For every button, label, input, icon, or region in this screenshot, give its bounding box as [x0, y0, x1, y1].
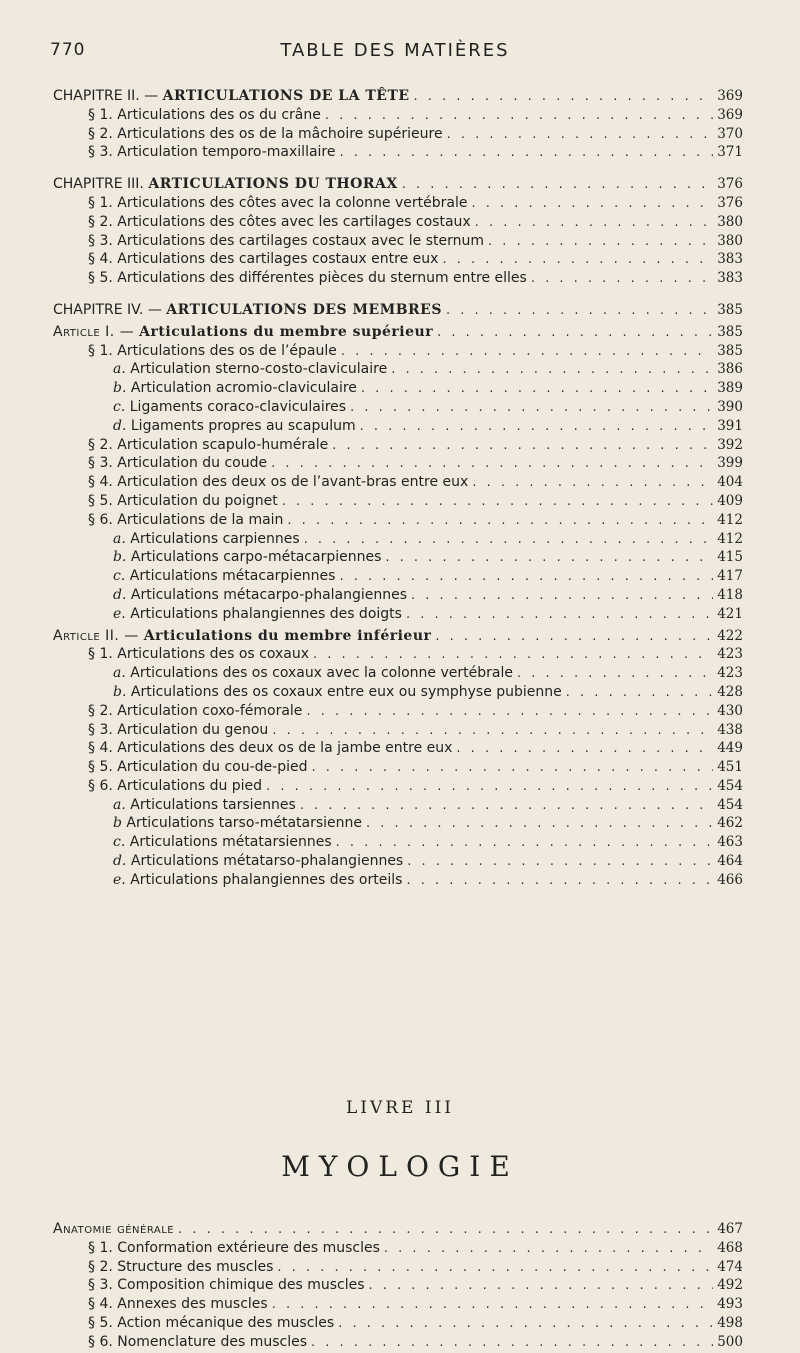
toc-entry-letter: a.	[113, 530, 126, 547]
toc-entry-a2-4	[53, 740, 743, 759]
toc-entry-a1-1	[53, 343, 743, 362]
toc-entry-label	[53, 437, 328, 453]
toc-entry-page: 369	[717, 88, 743, 104]
leader-dots	[336, 835, 714, 850]
leader-dots	[475, 215, 714, 230]
toc-entry-an-1	[53, 1240, 743, 1259]
toc-entry-page: 380	[717, 213, 743, 230]
toc-entry-label	[53, 302, 442, 318]
toc-entry-letter: a.	[113, 796, 126, 813]
toc-entry-page: 383	[717, 270, 743, 287]
toc-entry-page: 492	[717, 1277, 743, 1294]
toc-section-myologie	[53, 1221, 743, 1353]
toc-entry-text: § 4. Articulations des cartilages costaux entre eux	[88, 251, 439, 268]
leader-dots	[313, 647, 713, 662]
toc-entry-label	[53, 665, 513, 681]
leader-dots	[566, 685, 713, 700]
toc-entry-text: Articulations tarsiennes	[130, 796, 296, 813]
page-header	[50, 40, 740, 70]
toc-entry-letter: b.	[113, 549, 127, 566]
toc-entry-label	[53, 455, 267, 471]
toc-entry-page: 376	[717, 194, 743, 211]
toc-entry-text: § 5. Action mécanique des muscles	[88, 1314, 335, 1331]
toc-entry-ch3-2	[53, 214, 743, 233]
leader-dots	[178, 1222, 713, 1237]
toc-entry-page: 464	[717, 853, 743, 870]
toc-entry-a2-6d	[53, 853, 743, 872]
toc-entry-label	[53, 646, 309, 662]
toc-entry-a1-6e	[53, 606, 743, 625]
leader-dots	[304, 532, 714, 547]
leader-dots	[471, 196, 713, 211]
toc-entry-text: Articulations des os coxaux avec la colonne vertébrale	[130, 665, 513, 682]
livre-title: MYOLOGIE	[281, 1150, 519, 1183]
toc-entry-page: 383	[717, 251, 743, 268]
toc-entry-a1-1d	[53, 418, 743, 437]
leader-dots	[266, 779, 713, 794]
toc-entry-ch2	[53, 88, 743, 107]
toc-entry-text: § 6. Nomenclature des muscles	[88, 1333, 308, 1350]
leader-dots	[350, 400, 713, 415]
toc-entry-a1-5	[53, 493, 743, 512]
leader-dots	[456, 741, 713, 756]
leader-dots	[531, 271, 713, 286]
toc-entry-label	[53, 1296, 268, 1312]
toc-entry-label	[53, 1277, 365, 1293]
toc-entry-prefix: Article II. —	[53, 627, 144, 644]
toc-entry-ch3	[53, 176, 743, 195]
toc-entry-text: § 1. Articulations des côtes avec la colonne vertébrale	[88, 194, 468, 211]
toc-entry-page: 399	[717, 455, 743, 472]
leader-dots	[300, 798, 713, 813]
toc-entry-label	[53, 740, 452, 756]
toc-entry-letter: b.	[113, 380, 127, 397]
toc-entry-page: 449	[717, 740, 743, 757]
toc-entry-page: 385	[717, 323, 743, 340]
toc-entry-page: 466	[717, 871, 743, 888]
toc-entry-page: 385	[717, 342, 743, 359]
toc-entry-page: 371	[717, 144, 743, 161]
toc-entry-art2	[53, 628, 743, 647]
leader-dots	[282, 494, 714, 509]
toc-entry-a2-6e	[53, 872, 743, 891]
toc-entry-text: Articulation sterno-costo-claviculaire	[130, 361, 388, 378]
leader-dots	[338, 1316, 713, 1331]
leader-dots	[312, 760, 714, 775]
toc-entry-label	[53, 270, 527, 286]
leader-dots	[406, 873, 713, 888]
toc-entry-label	[53, 493, 278, 509]
toc-entry-letter: c.	[113, 834, 126, 851]
toc-entry-ch3-4	[53, 251, 743, 270]
toc-entry-page: 385	[717, 301, 743, 318]
leader-dots	[411, 588, 713, 603]
toc-entry-page: 404	[717, 474, 743, 491]
toc-entry-label	[53, 343, 337, 359]
toc-entry-a2-5	[53, 759, 743, 778]
toc-entry-text: Articulations métatarso-phalangiennes	[130, 853, 404, 870]
toc-entry-page: 415	[717, 549, 743, 566]
toc-entry-page: 380	[717, 232, 743, 249]
toc-entry-label	[53, 628, 431, 644]
toc-entry-page: 474	[717, 1258, 743, 1275]
toc-entry-label	[53, 214, 471, 230]
toc-entry-label	[53, 380, 357, 396]
toc-entry-ch4	[53, 302, 743, 321]
toc-entry-page: 422	[717, 627, 743, 644]
toc-entry-page: 454	[717, 777, 743, 794]
toc-entry-ch2-3	[53, 144, 743, 163]
leader-dots	[391, 362, 713, 377]
toc-entry-art1	[53, 324, 743, 343]
toc-entry-text: § 4. Articulation des deux os de l’avant-bras entre eux	[88, 474, 469, 491]
toc-entry-text: Articulations tarso-métatarsienne	[126, 815, 363, 832]
leader-dots	[272, 723, 713, 738]
leader-dots	[287, 513, 713, 528]
toc-entry-page: 370	[717, 125, 743, 142]
toc-entry-page: 438	[717, 721, 743, 738]
toc-entry-text: § 2. Structure des muscles	[88, 1258, 274, 1275]
toc-entry-letter: d.	[113, 586, 127, 603]
leader-dots	[407, 854, 713, 869]
toc-entry-letter: d.	[113, 853, 127, 870]
toc-entry-a1-6c	[53, 568, 743, 587]
toc-entry-page: 467	[717, 1221, 743, 1237]
toc-entry-text: § 2. Articulation scapulo-humérale	[88, 436, 329, 453]
toc-entry-text: § 1. Articulations des os de l’épaule	[88, 342, 337, 359]
toc-entry-ch3-3	[53, 233, 743, 252]
toc-entry-label	[53, 549, 381, 565]
toc-entry-ch2-1	[53, 107, 743, 126]
toc-entry-page: 412	[717, 511, 743, 528]
toc-entry-text: Articulations carpiennes	[130, 530, 300, 547]
toc-entry-page: 423	[717, 665, 743, 682]
toc-entry-page: 428	[717, 683, 743, 700]
leader-dots	[272, 1297, 714, 1312]
toc-entry-prefix: CHAPITRE IV. —	[53, 301, 167, 318]
toc-entry-text: Ligaments propres au scapulum	[130, 417, 356, 434]
toc-entry-label	[53, 399, 346, 415]
leader-dots	[402, 177, 714, 192]
toc-entry-page: 418	[717, 586, 743, 603]
toc-entry-label	[53, 778, 262, 794]
leader-dots	[306, 704, 713, 719]
toc-entry-label	[53, 88, 410, 104]
leader-dots	[447, 127, 714, 142]
toc-entry-label	[53, 606, 402, 622]
toc-entry-text: § 3. Articulation du genou	[88, 721, 269, 738]
leader-dots	[384, 1241, 713, 1256]
toc-entry-a1-3	[53, 455, 743, 474]
toc-entry-page: 462	[717, 815, 743, 832]
toc-entry-label	[53, 126, 443, 142]
toc-entry-letter: c.	[113, 568, 126, 585]
toc-entry-a1-1b	[53, 380, 743, 399]
toc-section-articulations	[53, 88, 743, 891]
leader-dots	[277, 1260, 713, 1275]
toc-entry-text: Articulations phalangiennes des orteils	[130, 871, 403, 888]
leader-dots	[325, 108, 713, 123]
leader-dots	[442, 252, 713, 267]
toc-entry-label	[53, 474, 468, 490]
toc-entry-text: § 5. Articulation du poignet	[88, 492, 278, 509]
toc-entry-label	[53, 233, 484, 249]
toc-entry-page: 421	[717, 605, 743, 622]
toc-entry-text: § 3. Articulations des cartilages costaux avec le sternum	[88, 232, 485, 249]
toc-entry-text: Articulations métatarsiennes	[129, 834, 332, 851]
toc-entry-text: Articulations métacarpiennes	[129, 568, 336, 585]
toc-entry-text: § 3. Composition chimique des muscles	[88, 1277, 365, 1294]
toc-entry-an-2	[53, 1259, 743, 1278]
toc-entry-text: § 4. Annexes des muscles	[88, 1296, 268, 1313]
toc-entry-page: 391	[717, 417, 743, 434]
toc-entry-label	[53, 531, 300, 547]
toc-entry-a2-6c	[53, 834, 743, 853]
toc-entry-label	[53, 872, 402, 888]
leader-dots	[311, 1335, 713, 1350]
toc-entry-text: Ligaments coraco-claviculaires	[129, 398, 347, 415]
toc-entry-label	[53, 684, 562, 700]
toc-entry-label	[53, 418, 356, 434]
toc-entry-letter: e.	[113, 871, 126, 888]
toc-entry-page: 369	[717, 106, 743, 123]
leader-dots	[332, 438, 713, 453]
toc-entry-label	[53, 195, 467, 211]
toc-entry-label	[53, 512, 283, 528]
toc-entry-an-6	[53, 1334, 743, 1353]
toc-entry-letter: a.	[113, 361, 126, 378]
toc-entry-an-3	[53, 1277, 743, 1296]
toc-entry-text: § 2. Articulation coxo-fémorale	[88, 702, 303, 719]
toc-entry-label	[53, 1315, 334, 1331]
leader-dots	[271, 456, 713, 471]
leader-dots	[340, 145, 714, 160]
toc-entry-a1-6	[53, 512, 743, 531]
toc-entry-text: Anatomie générale	[53, 1221, 175, 1237]
toc-entry-page: 454	[717, 796, 743, 813]
toc-entry-page: 386	[717, 361, 743, 378]
toc-entry-text: § 2. Articulations des côtes avec les cartilages costaux	[88, 213, 471, 230]
toc-entry-label	[53, 107, 321, 123]
toc-entry-ch3-5	[53, 270, 743, 289]
toc-entry-letter: b	[113, 815, 122, 832]
toc-entry-label	[53, 1334, 307, 1350]
toc-entry-a2-6b	[53, 815, 743, 834]
toc-entry-a2-6a	[53, 797, 743, 816]
leader-dots	[435, 629, 713, 644]
toc-entry-label	[53, 815, 362, 831]
leader-dots	[488, 234, 713, 249]
toc-entry-text: § 3. Articulation du coude	[88, 455, 268, 472]
leader-dots	[517, 666, 713, 681]
page-number: 770	[50, 40, 86, 60]
toc-entry-prefix: CHAPITRE II. —	[53, 88, 163, 104]
toc-entry-a1-6d	[53, 587, 743, 606]
toc-entry-letter: c.	[113, 398, 126, 415]
toc-entry-label	[53, 361, 387, 377]
toc-entry-label	[53, 587, 407, 603]
leader-dots	[446, 303, 713, 318]
toc-entry-a1-2	[53, 437, 743, 456]
toc-entry-text: § 4. Articulations des deux os de la jambe entre eux	[88, 740, 453, 757]
toc-entry-label	[53, 853, 403, 869]
toc-entry-text: § 5. Articulations des différentes pièces du sternum entre elles	[88, 270, 527, 287]
toc-entry-page: 463	[717, 834, 743, 851]
toc-entry-anat	[53, 1221, 743, 1240]
toc-entry-title: ARTICULATIONS DU THORAX	[148, 176, 398, 193]
leader-dots	[472, 475, 713, 490]
livre-heading: LIVRE III	[345, 1098, 455, 1118]
toc-entry-text: § 1. Conformation extérieure des muscles	[88, 1239, 380, 1256]
toc-entry-ch3-1	[53, 195, 743, 214]
toc-entry-page: 376	[717, 176, 743, 193]
toc-entry-label	[53, 251, 438, 267]
leader-dots	[406, 607, 713, 622]
toc-entry-page: 390	[717, 398, 743, 415]
toc-entry-prefix: CHAPITRE III.	[53, 176, 149, 193]
toc-entry-a1-4	[53, 474, 743, 493]
leader-dots	[366, 816, 713, 831]
toc-entry-page: 493	[717, 1296, 743, 1313]
toc-entry-text: § 1. Articulations des os du crâne	[88, 106, 321, 123]
toc-entry-page: 430	[717, 702, 743, 719]
toc-entry-a2-2	[53, 703, 743, 722]
leader-dots	[385, 550, 713, 565]
toc-entry-label	[53, 1240, 380, 1256]
toc-entry-text: Articulations carpo-métacarpiennes	[130, 549, 382, 566]
toc-entry-title: Articulations du membre inférieur	[143, 627, 432, 644]
toc-entry-ch2-2	[53, 126, 743, 145]
toc-entry-an-5	[53, 1315, 743, 1334]
leader-dots	[339, 569, 713, 584]
toc-entry-page: 392	[717, 436, 743, 453]
toc-entry-text: § 2. Articulations des os de la mâchoire supérieure	[88, 125, 443, 142]
toc-entry-page: 498	[717, 1314, 743, 1331]
toc-entry-a2-1a	[53, 665, 743, 684]
toc-entry-label	[53, 797, 296, 813]
toc-entry-a1-1c	[53, 399, 743, 418]
toc-entry-a2-1b	[53, 684, 743, 703]
toc-entry-title: Articulations du membre supérieur	[139, 323, 434, 340]
running-title: TABLE DES MATIÈRES	[280, 40, 510, 61]
toc-entry-page: 412	[717, 530, 743, 547]
toc-entry-letter: e.	[113, 605, 126, 622]
toc-entry-letter: b.	[113, 683, 127, 700]
toc-entry-label	[53, 324, 433, 340]
toc-entry-a1-6a	[53, 531, 743, 550]
leader-dots	[341, 344, 713, 359]
toc-entry-label	[53, 568, 335, 584]
toc-entry-label	[53, 722, 268, 738]
toc-entry-prefix: Article I. —	[53, 323, 140, 340]
leader-dots	[437, 325, 713, 340]
toc-entry-text: § 6. Articulations du pied	[88, 777, 263, 794]
toc-entry-label	[53, 144, 336, 160]
toc-entry-label	[53, 759, 308, 775]
toc-entry-text: Articulations des os coxaux entre eux ou symphyse pubienne	[130, 683, 562, 700]
toc-entry-letter: d.	[113, 417, 127, 434]
toc-entry-label	[53, 834, 332, 850]
toc-entry-label	[53, 1259, 273, 1275]
toc-entry-title: ARTICULATIONS DES MEMBRES	[166, 301, 442, 318]
toc-entry-text: § 5. Articulation du cou-de-pied	[88, 759, 308, 776]
toc-entry-page: 451	[717, 759, 743, 776]
toc-entry-text: § 6. Articulations de la main	[88, 511, 284, 528]
toc-entry-title: ARTICULATIONS DE LA TÊTE	[162, 88, 410, 104]
toc-entry-text: § 3. Articulation temporo-maxillaire	[88, 144, 336, 161]
toc-entry-page: 389	[717, 380, 743, 397]
leader-dots	[360, 419, 714, 434]
toc-entry-text: Articulation acromio-claviculaire	[130, 380, 357, 397]
toc-entry-page: 417	[717, 568, 743, 585]
toc-entry-a2-1	[53, 646, 743, 665]
toc-entry-a2-6	[53, 778, 743, 797]
toc-entry-letter: a.	[113, 665, 126, 682]
toc-entry-page: 468	[717, 1239, 743, 1256]
leader-dots	[414, 89, 714, 104]
toc-entry-label	[53, 176, 398, 192]
toc-entry-page: 409	[717, 492, 743, 509]
toc-entry-a1-1a	[53, 361, 743, 380]
toc-entry-page: 423	[717, 646, 743, 663]
toc-entry-text: Articulations phalangiennes des doigts	[130, 605, 402, 622]
toc-entry-text: § 1. Articulations des os coxaux	[88, 646, 309, 663]
toc-entry-a2-3	[53, 722, 743, 741]
toc-entry-label	[53, 703, 302, 719]
toc-entry-text: Articulations métacarpo-phalangiennes	[130, 586, 408, 603]
toc-entry-label	[53, 1221, 174, 1237]
leader-dots	[361, 381, 713, 396]
toc-entry-an-4	[53, 1296, 743, 1315]
toc-entry-a1-6b	[53, 549, 743, 568]
leader-dots	[369, 1278, 714, 1293]
toc-entry-page: 500	[717, 1333, 743, 1350]
